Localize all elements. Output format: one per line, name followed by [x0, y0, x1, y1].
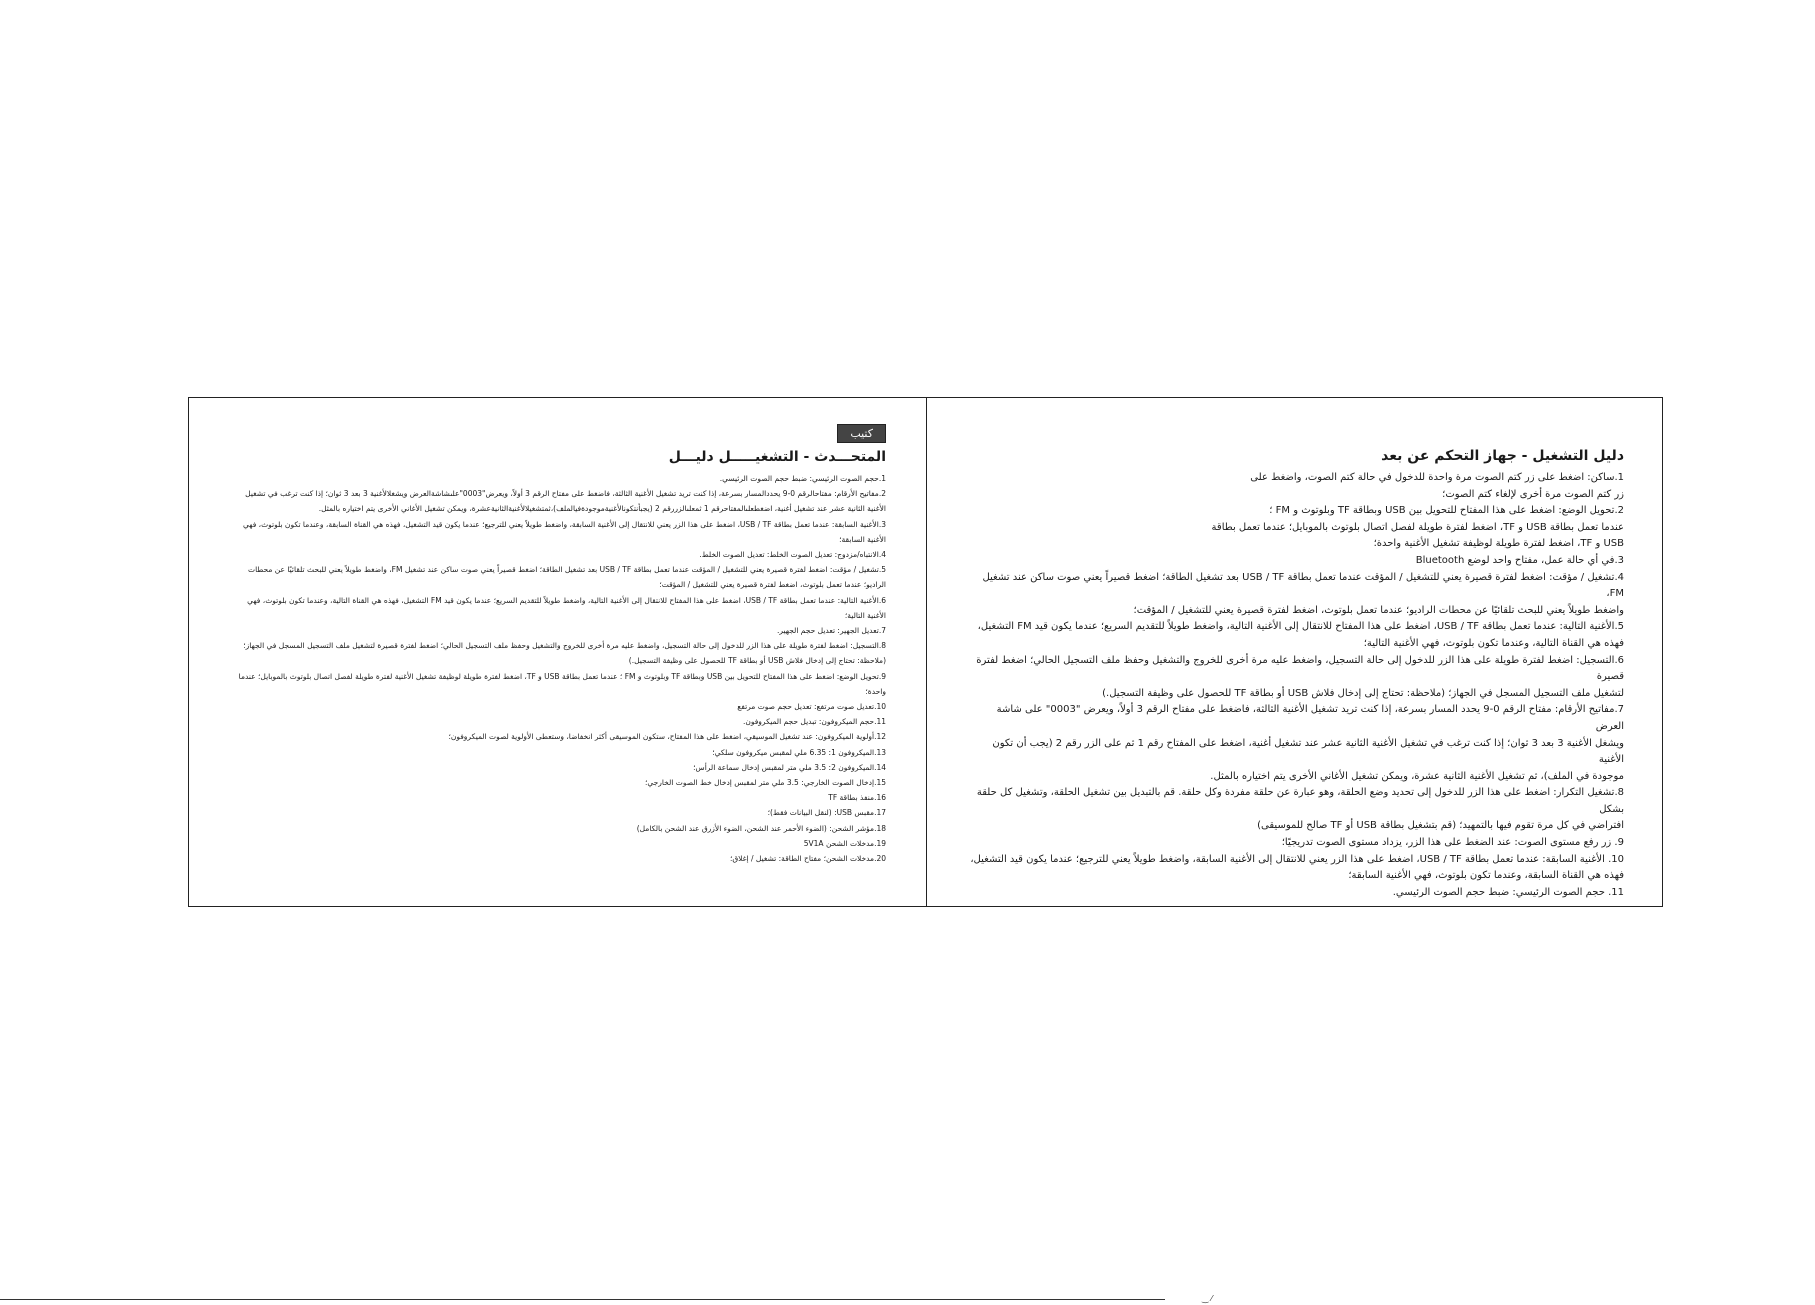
- list-item: 13.الميكروفون 1: 6.35 ملي لمقبس ميكروفون سلكي؛: [712, 747, 886, 757]
- list-item: واضغط طويلاً يعني للبحث تلقائيًا عن محطات الراديو؛ عندما تعمل بلوتوث، اضغط لفترة قصيرة يعني للتشغيل / المؤقت؛: [1133, 604, 1624, 616]
- list-item: 3.الأغنية السابقة: عندما تعمل بطاقة USB / TF، اضغط على هذا الزر يعني للانتقال إلى الأغنية السابقة، واضغط طويلاً يعني للترجيع؛ عندما يكون قيد التشغيل، فهذه هي القناة السابقة، وعندما تكون بلوتوث، فهي الأغنية السابقة؛: [242, 519, 886, 544]
- list-item: 11. حجم الصوت الرئيسي: ضبط حجم الصوت الرئيسي.: [1392, 886, 1624, 898]
- list-item: 18.مؤشر الشحن: (الضوء الأحمر عند الشحن، الضوء الأزرق عند الشحن بالكامل): [636, 823, 886, 833]
- list-item: 16.منفذ بطاقة TF: [828, 793, 886, 803]
- list-item: USB و TF، اضغط لفترة طويلة لوظيفة تشغيل الأغنية واحدة؛: [1373, 538, 1624, 550]
- list-item: 1.حجم الصوت الرئيسي: ضبط حجم الصوت الرئيسي.: [719, 474, 886, 483]
- list-item: 5.تشغيل / مؤقت: اضغط لفترة قصيرة يعني للتشغيل / المؤقت عندما تعمل بطاقة USB / TF بعد تشغيل الطاقة؛ اضغط قصيراً يعني صوت ساكن عند تشغيل FM، واضغط طويلاً يعني للبحث تلقائيًا عن محطات الراديو؛ عندما تعمل بلوتوث، اضغط لفترة قصيرة يعني للتشغيل / المؤقت؛: [248, 565, 886, 590]
- list-item: افتراضي في كل مرة تقوم فيها بالتمهيد؛ (قم بتشغيل بطاقة USB أو TF صالح للموسيقى): [1257, 820, 1624, 832]
- list-item: 2.تحويل الوضع: اضغط على هذا المفتاح للتحويل بين USB وبطاقة TF وبلوتوث و FM ؛: [1269, 505, 1624, 517]
- remote-instructions-list: [968, 470, 1624, 901]
- list-item: 7.مفاتيح الأرقام: مفتاح الرقم 0-9 يحدد المسار بسرعة، إذا كنت تريد تشغيل الأغنية الثالثة، فاضغط على مفتاح الرقم 3 أولاً، ويعرض "0003" على شاشة العرض: [996, 704, 1624, 732]
- speaker-guide-title: المتحـــدث - التشغيـــــل دليـــل: [668, 449, 886, 465]
- speaker-instructions-list: [237, 471, 886, 866]
- list-item: لتشغيل ملف التسجيل المسجل في الجهاز؛ (ملاحظة: تحتاج إلى إدخال فلاش USB أو بطاقة TF للحصول على وظيفة التسجيل.): [1102, 687, 1624, 699]
- list-item: فهذه هي القناة السابقة، وعندما تكون بلوتوث، فهي الأغنية السابقة؛: [1348, 870, 1624, 882]
- list-item: 9. زر رفع مستوى الصوت: عند الضغط على هذا الزر، يزداد مستوى الصوت تدريجيًا؛: [1281, 837, 1624, 849]
- speaker-operation-page: [189, 398, 926, 906]
- list-item: 11.حجم الميكروفون: تبديل حجم الميكروفون.: [742, 717, 886, 727]
- list-item: 4.تشغيل / مؤقت: اضغط لفترة قصيرة يعني للتشغيل / المؤقت عندما تعمل بطاقة USB / TF بعد تشغيل الطاقة؛ اضغط قصيراً يعني صوت ساكن عند تشغيل FM،: [982, 571, 1624, 600]
- remote-guide-title: دليل التشغيل - جهاز التحكم عن بعد: [1381, 448, 1624, 464]
- bottom-rule: [0, 1299, 1165, 1300]
- list-item: 10.تعديل صوت مرتفع: تعديل حجم صوت مرتفع: [737, 702, 886, 712]
- list-item: 15.إدخال الصوت الخارجي: 3.5 ملي متر لمقبس إدخال خط الصوت الخارجي؛: [644, 778, 886, 788]
- list-item: 10. الأغنية السابقة: عندما تعمل بطاقة USB / TF، اضغط على هذا الزر يعني للانتقال إلى الأغنية السابقة، واضغط طويلاً يعني للترجيع؛ عندما يكون قيد التشغيل،: [970, 853, 1624, 865]
- list-item: 12.أولوية الميكروفون: عند تشغيل الموسيقي، اضغط على هذا المفتاح، ستكون الموسيقى أكثر انخفاضا، وستعطى الأولوية لصوت الميكروفون؛: [448, 732, 886, 742]
- list-item: 17.مقبس USB: (لنقل البيانات فقط)؛: [767, 808, 886, 818]
- list-item: 6.التسجيل: اضغط لفترة طويلة على هذا الزر للدخول إلى حالة التسجيل، واضغط عليه مرة أخرى للخروج والتشغيل وحفظ ملف التسجيل الحالي؛ اضغط لفترة قصيرة: [976, 654, 1624, 683]
- list-item: 8.التسجيل: اضغط لفترة طويلة على هذا الزر للدخول إلى حالة التسجيل، واضغط عليه مرة أخرى للخروج والتشغيل وحفظ ملف التسجيل الحالي؛ اضغط لفترة قصيرة لتشغيل ملف التسجيل المسجل في الجهاز؛ (ملاحظة: تحتاج إلى إدخال فلاش USB أو بطاقة TF للحصول على وظيفة التسجيل.): [243, 641, 886, 666]
- remote-control-page: [928, 398, 1662, 906]
- list-item: 2.مفاتيح الأرقام: مفتاحالرقم 0-9 يحددالمسار بسرعة، إذا كنت تريد تشغيل الأغنية الثالثة، فاضغط على مفتاح الرقم 3 أولاً، ويعرض"0003"علىشاشةالعرض ويشغلالأغنية 3 بعد 3 ثوان؛ إذا كنت ترغب في تشغيل الأغنية الثانية عشر عند تشغيل أغنية، اضغطعلىالمفتاحرقم 1 ثمعلىالزررقم 2 (يجبأنتكونالأغنيةموجودةفيالملف)،ثمتشغيلالأغنيةالثانيةعشرة، ويمكن تشغيل الأغاني الأخرى يتم اختياره بالمثل.: [245, 489, 886, 514]
- list-item: 5.الأغنية التالية: عندما تعمل بطاقة USB / TF، اضغط على هذا المفتاح للانتقال إلى الأغنية التالية، واضغط طويلاً للتقديم السريع؛ عندما يكون قيد FM التشغيل،: [977, 621, 1624, 633]
- list-item: 20.مدخلات الشحن؛ مفتاح الطاقة: تشغيل / إغلاق؛: [729, 854, 886, 864]
- list-item: 9.تحويل الوضع: اضغط على هذا المفتاح للتحويل بين USB وبطاقة TF وبلوتوث و FM ؛ عندما تعمل بطاقة USB و TF، اضغط لفترة طويلة لوظيفة تشغيل الأغنية لفترة طويلة لفصل اتصال بلوتوث بالموبايل؛ عندما واحدة؛: [238, 671, 886, 696]
- list-item: موجودة في الملف)، ثم تشغيل الأغنية الثانية عشرة، ويمكن تشغيل الأغاني الأخرى يتم اختياره بالمثل.: [1210, 770, 1624, 782]
- list-item: 14.الميكروفون 2: 3.5 ملي متر لمقبس إدخال سماعة الرأس؛: [693, 762, 886, 772]
- list-item: ويشغل الأغنية 3 بعد 3 ثوان؛ إذا كنت ترغب في تشغيل الأغنية الثانية عشر عند تشغيل أغنية، اضغط على المفتاح رقم 1 ثم على الزر رقم 2 (يجب أن تكون الأغنية: [992, 737, 1624, 766]
- list-item: زر كتم الصوت مرة أخرى لإلغاء كتم الصوت؛: [1442, 488, 1624, 500]
- list-item: عندما تعمل بطاقة USB و TF، اضغط لفترة طويلة لفصل اتصال بلوتوث بالموبايل؛ عندما تعمل بطاقة: [1211, 521, 1624, 533]
- list-item: 4.الانتباه/مزدوج: تعديل الصوت الخلط: تعديل الصوت الخلط.: [699, 550, 886, 560]
- page-fold-divider: [926, 398, 927, 906]
- list-item: 19.مدخلات الشحن 5V1A: [803, 838, 886, 848]
- list-item: 7.تعديل الجهير: تعديل حجم الجهير.: [776, 626, 886, 636]
- list-item: 8.تشغيل التكرار: اضغط على هذا الزر للدخول إلى تحديد وضع الحلقة، وهو عبارة عن حلقة مفردة وكل حلقة. قم بالتبديل بين تشغيل الحلقة، وتشغيل كل حلقة بشكل: [976, 787, 1624, 815]
- manual-spread: [188, 397, 1663, 907]
- list-item: 6.الأغنية التالية: عندما تعمل بطاقة USB / TF، اضغط على هذا المفتاح للانتقال إلى الأغنية التالية، واضغط طويلاً للتقديم السريع؛ عندما يكون قيد FM التشغيل، فهذه هي القناة التالية، وعندما تكون بلوتوث، فهي الأغنية التالية؛: [247, 595, 886, 620]
- bottom-edge-mark: ‿ ⁄: [1202, 1294, 1213, 1303]
- list-item: فهذه هي القناة التالية، وعندما تكون بلوتوث، فهي الأغنية التالية؛: [1363, 637, 1624, 649]
- booklet-badge: كتيب: [837, 424, 886, 443]
- list-item: 3.في أي حالة عمل، مفتاح واحد لوضع Bluetooth: [1415, 554, 1624, 566]
- list-item: 1.ساكن: اضغط على زر كتم الصوت مرة واحدة للدخول في حالة كتم الصوت، واضغط على: [1250, 472, 1624, 483]
